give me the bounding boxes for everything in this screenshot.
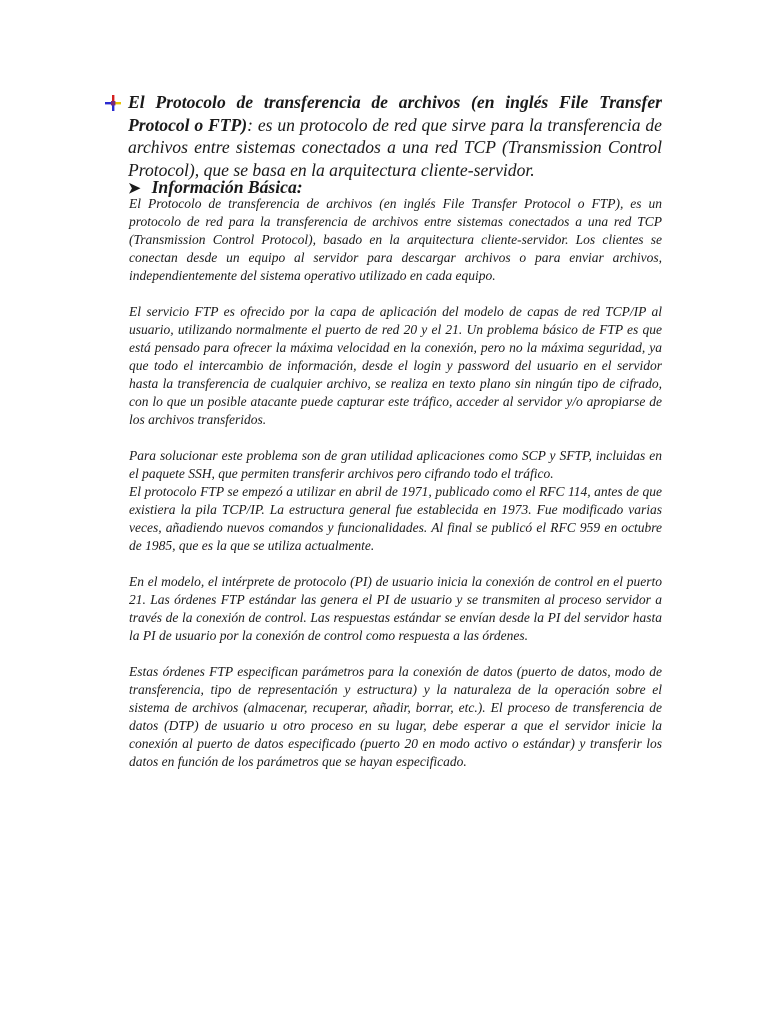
four-point-star-bullet-icon [104, 94, 122, 112]
paragraph-4: El protocolo FTP se empezó a utilizar en abril de 1971, publicado como el RFC 114, antes de que existiera la pila TCP/IP. La estructura general fue establecida en 1973. Fue modificado varias veces, añadiendo nuevos comandos y funcionalidades. Al final se publicó el RFC 959 en octubre de 1985, que es la que se utiliza actualmente. [129, 484, 662, 553]
intro-term: El Protocolo de transferencia de archivos (en inglés File Transfer Protocol o FTP) [128, 92, 662, 135]
intro-paragraph [128, 91, 662, 181]
paragraph-3: Para solucionar este problema son de gran utilidad aplicaciones como SCP y SFTP, incluidas en el paquete SSH, que permiten transferir archivos pero cifrando todo el tráfico. [129, 448, 662, 481]
intro-definition: : es un protocolo de red que sirve para la transferencia de archivos entre sistemas conectados a una red TCP (Transmission Control Protocol), que se basa en la arquitectura cliente-servidor. [128, 114, 662, 180]
paragraph-2: El servicio FTP es ofrecido por la capa de aplicación del modelo de capas de red TCP/IP al usuario, utilizando normalmente el puerto de red 20 y el 21. Un problema básico de FTP es que está pensado para ofrecer la máxima velocidad en la conexión, pero no la máxima seguridad, ya que todo el intercambio de información, desde el login y password del usuario en el servidor hasta la transferencia de cualquier archivo, se realiza en texto plano sin ningún tipo de cifrado, con lo que un posible atacante puede capturar este tráfico, acceder al servidor y/o apropiarse de los archivos transferidos. [129, 304, 662, 427]
paragraph-5: En el modelo, el intérprete de protocolo (PI) de usuario inicia la conexión de control en el puerto 21. Las órdenes FTP estándar las genera el PI de usuario y se transmiten al proceso servidor a través de la conexión de control. Las respuestas estándar se envían desde la PI del servidor hasta la PI de usuario por la conexión de control como respuesta a las órdenes. [129, 574, 662, 643]
section-heading-text: Información Básica: [151, 177, 303, 197]
paragraph-6: Estas órdenes FTP especifican parámetros para la conexión de datos (puerto de datos, modo de transferencia, tipo de representación y estructura) y la naturaleza de la operación sobre el sistema de archivos (almacenar, recuperar, añadir, borrar, etc.). El proceso de transferencia de datos (DTP) de usuario u otro proceso en su lugar, debe esperar a que el servidor inicie la conexión al puerto de datos especificado (puerto 20 en modo activo o estándar) y transferir los datos en función de los parámetros que se hayan especificado. [129, 664, 662, 769]
body-text [129, 195, 662, 771]
arrowhead-bullet-icon: ➤ [128, 181, 141, 197]
paragraph-1: El Protocolo de transferencia de archivos (en inglés File Transfer Protocol o FTP), es un protocolo de red para la transferencia de archivos entre sistemas conectados a una red TCP (Transmission Control Protocol), basado en la arquitectura cliente-servidor. Los clientes se conectan desde un equipo al servidor para descargar archivos o para enviar archivos, independientemente del sistema operativo utilizado en cada equipo. [129, 196, 662, 283]
